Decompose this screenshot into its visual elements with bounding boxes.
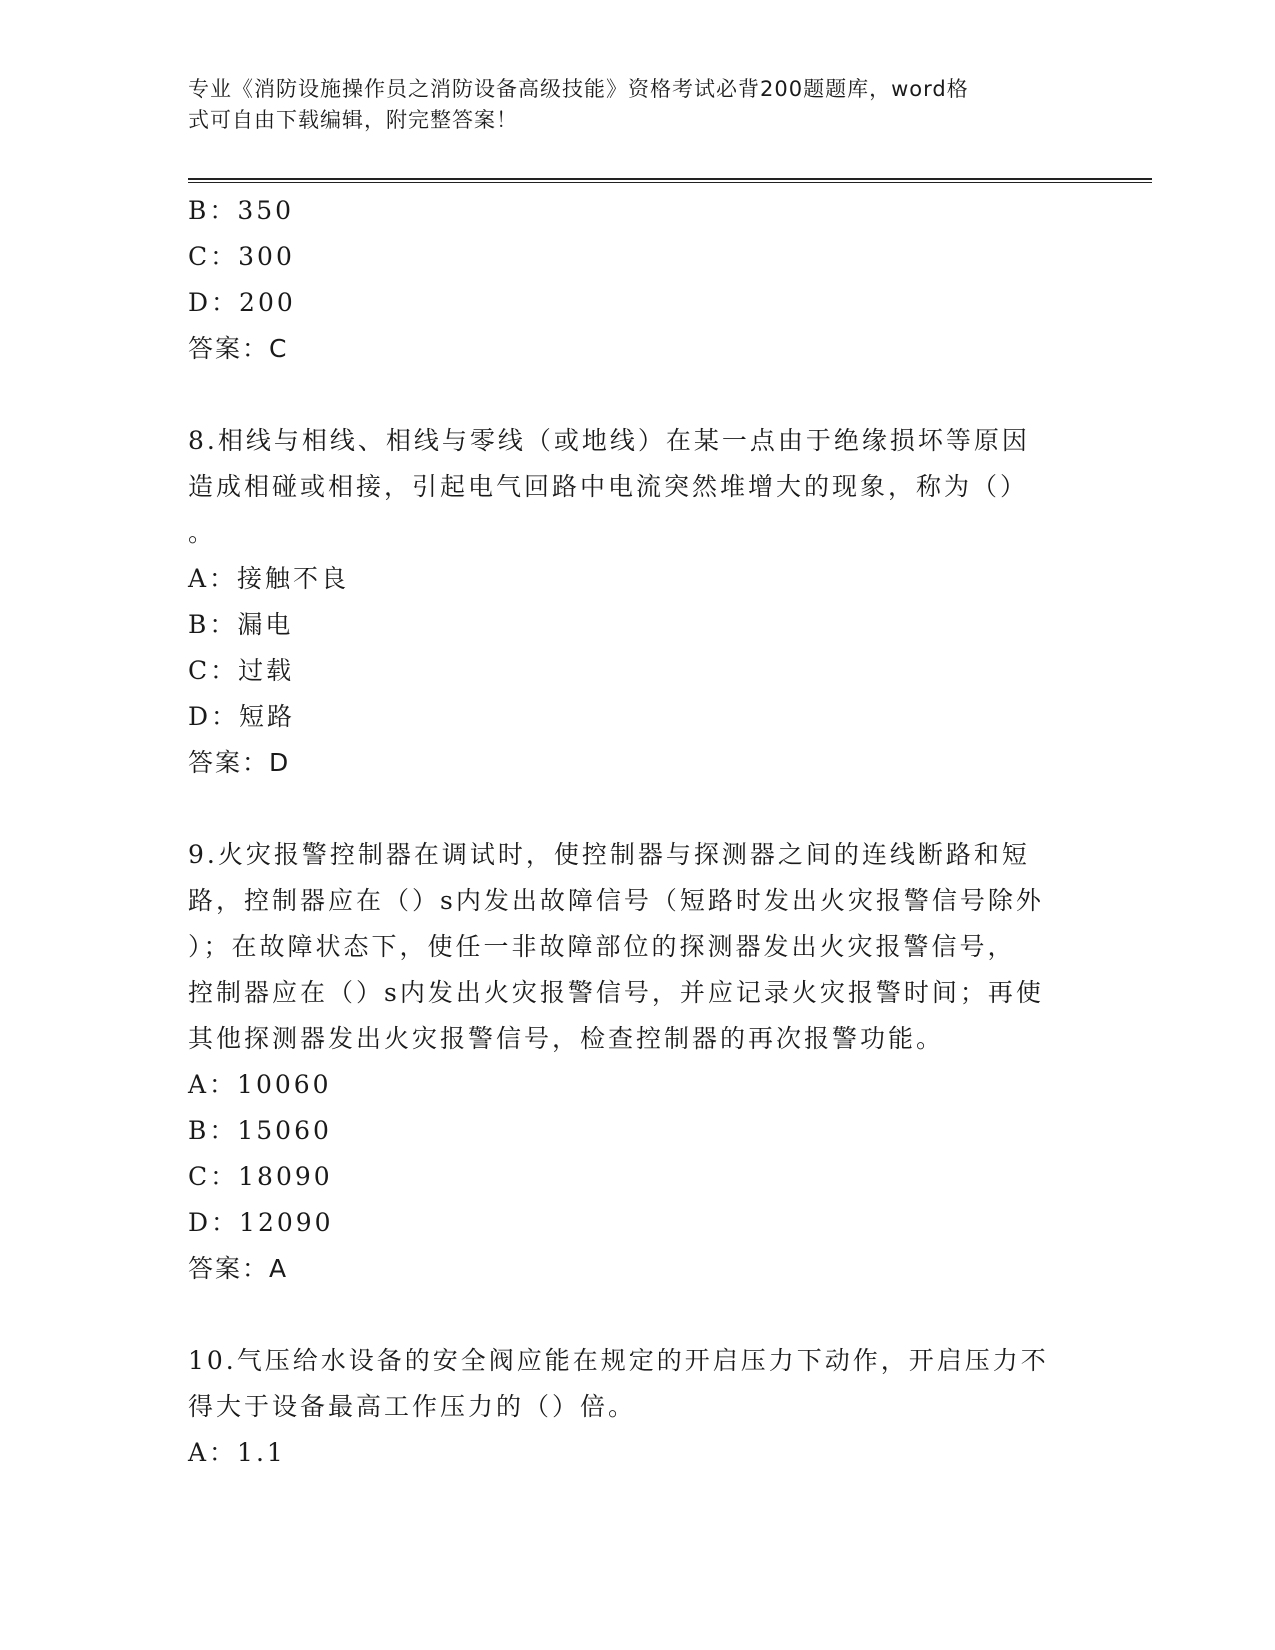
document-header: [188, 74, 1068, 136]
question-stem-line: 得大于设备最高工作压力的（）倍。: [188, 1392, 637, 1421]
option-a: A：10060: [188, 1070, 332, 1099]
header-line-2: 式可自由下载编辑，附完整答案！: [188, 108, 518, 132]
answer: 答案：C: [188, 334, 289, 363]
question-stem-line: 。: [188, 518, 217, 547]
header-divider-thick: [188, 178, 1152, 180]
option-b: B：15060: [188, 1116, 332, 1145]
question-stem-line: 8.相线与相线、相线与零线（或地线）在某一点由于绝缘损坏等原因: [188, 426, 1030, 455]
option-c: C：300: [188, 242, 295, 271]
option-d: D：12090: [188, 1208, 334, 1237]
question-stem-line: 10.气压给水设备的安全阀应能在规定的开启压力下动作，开启压力不: [188, 1346, 1049, 1375]
option-c: C：18090: [188, 1162, 333, 1191]
answer: 答案：A: [188, 1254, 289, 1283]
option-b: B：350: [188, 196, 295, 225]
question-stem-line: 路，控制器应在（）s内发出故障信号（短路时发出火灾报警信号除外: [188, 886, 1044, 915]
question-8: [188, 418, 1088, 786]
option-a: A：1.1: [188, 1438, 286, 1467]
question-stem-line: ）；在故障状态下，使任一非故障部位的探测器发出火灾报警信号，: [188, 932, 1016, 961]
option-d: D：200: [188, 288, 296, 317]
question-stem-line: 9.火灾报警控制器在调试时，使控制器与探测器之间的连线断路和短: [188, 840, 1030, 869]
question-10: [188, 1338, 1088, 1476]
question-stem-line: 其他探测器发出火灾报警信号，检查控制器的再次报警功能。: [188, 1024, 945, 1053]
option-c: C：过载: [188, 656, 295, 685]
page-content: [188, 188, 1088, 1476]
option-b: B：漏电: [188, 610, 294, 639]
header-line-1: 专业《消防设施操作员之消防设备高级技能》资格考试必背200题题库，word格: [188, 77, 969, 101]
question-stem-line: 控制器应在（）s内发出火灾报警信号，并应记录火灾报警时间；再使: [188, 978, 1044, 1007]
answer: 答案：D: [188, 748, 291, 777]
header-divider-thin: [188, 182, 1152, 183]
question-9: [188, 832, 1088, 1292]
question-stem-line: 造成相碰或相接，引起电气回路中电流突然堆增大的现象，称为（）: [188, 472, 1029, 501]
option-a: A：接触不良: [188, 564, 350, 593]
prev-question: [188, 188, 1088, 372]
option-d: D：短路: [188, 702, 296, 731]
